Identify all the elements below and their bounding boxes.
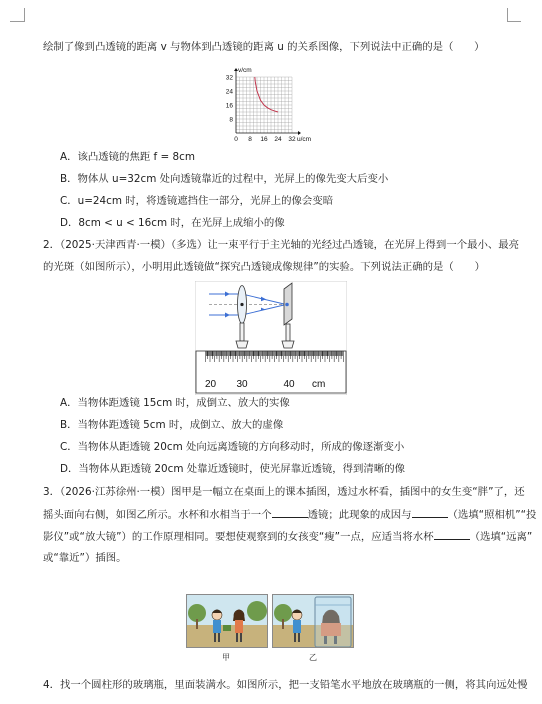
- q4-line1: 4．找一个圆柱形的玻璃瓶，里面装满水。如图所示，把一支铅笔水平地放在玻璃瓶的一侧，将其向远处慢: [43, 679, 528, 691]
- q3-caption-jia: 甲: [222, 653, 230, 662]
- q2-lens-bench-figure: [195, 281, 347, 395]
- q3-line4: 或“靠近”）插图。: [43, 552, 127, 564]
- q1-option-d: D．8cm < u < 16cm 时，在光屏上成缩小的像: [60, 217, 285, 229]
- x-tick-label: 16: [260, 136, 268, 143]
- q3-caption-yi: 乙: [309, 653, 317, 662]
- y-tick-label: 8: [229, 116, 233, 124]
- x-tick-label: 0: [234, 136, 238, 143]
- q3-picture-jia: [186, 594, 268, 648]
- q3-picture-yi: [272, 594, 354, 648]
- q1-uv-graph: [218, 58, 328, 144]
- q3-line3-part2: （选填“远离”: [469, 531, 533, 543]
- x-tick-label: 8: [248, 136, 252, 143]
- x-axis-label: u/cm: [296, 136, 312, 143]
- q3-line3: [43, 530, 532, 544]
- corner-mark-top-right-h: [507, 21, 521, 22]
- q2-option-c: C．当物体从距透镜 20cm 处向远离透镜的方向移动时，所成的像逐渐变小: [60, 441, 405, 453]
- q1-option-b: B．物体从 u=32cm 处向透镜靠近的过程中，光屏上的像先变大后变小: [60, 173, 389, 185]
- q1-option-c: C．u=24cm 时，将透镜遮挡住一部分，光屏上的像会变暗: [60, 195, 334, 207]
- corner-mark-top-right-v: [507, 8, 508, 22]
- ruler-label-30: 30: [236, 379, 248, 390]
- x-tick-label: 24: [274, 136, 282, 143]
- q3-line2-part3: （选填“照相机”“投: [447, 509, 537, 521]
- water-glass: [315, 597, 351, 647]
- q3-line3-part1: 影仪”或“放大镜”）的工作原理相同。要想使观察到的女孩变“瘦”一点，应适当将水杯: [43, 531, 434, 543]
- q3-line2-part1: 摇头面向右侧，如图乙所示。水杯和水相当于一个: [43, 509, 272, 521]
- q2-stem-line1: 2．（2025·天津西青·一模）（多选）让一束平行于主光轴的光经过凸透镜，在光屏上得到一个最小、最亮: [43, 239, 520, 251]
- q1-stem: 绘制了像到凸透镜的距离 v 与物体到凸透镜的距离 u 的关系图像，下列说法中正确的是（ ）: [43, 41, 485, 53]
- corner-mark-top-left-v: [24, 8, 25, 22]
- ruler-label-40: 40: [283, 379, 295, 390]
- ruler-label-20: 20: [205, 379, 217, 390]
- q3-blank-2: [412, 508, 448, 518]
- q3-line2-part2: 透镜；此现象的成因与: [307, 509, 412, 521]
- x-axis-arrow: [298, 131, 301, 135]
- y-tick-label: 16: [225, 102, 233, 110]
- q3-blank-1: [272, 508, 308, 518]
- y-tick-label: 32: [225, 74, 233, 82]
- corner-mark-top-left-h: [10, 21, 24, 22]
- q3-blank-3: [434, 530, 470, 540]
- q2-option-d: D．当物体从距透镜 20cm 处靠近透镜时，使光屏靠近透镜，得到清晰的像: [60, 463, 405, 475]
- q2-option-a: A．当物体距透镜 15cm 时，成倒立、放大的实像: [60, 397, 290, 409]
- q3-line1: 3．（2026·江苏徐州·一模）图甲是一幅立在桌面上的课本插图，透过水杯看，插图中的女生变“胖”了，还: [43, 486, 525, 498]
- y-axis-label: v/cm: [238, 67, 252, 74]
- x-tick-label: 32: [288, 136, 296, 143]
- q2-stem-line2: 的光斑（如图所示），小明用此透镜做“探究凸透镜成像规律”的实验。下列说法正确的是（ ）: [43, 261, 485, 273]
- y-tick-label: 24: [225, 88, 233, 96]
- q1-option-a: A．该凸透镜的焦距 f = 8cm: [60, 151, 195, 163]
- ruler-unit: cm: [312, 379, 326, 390]
- q3-line2: [43, 508, 536, 522]
- q2-option-b: B．当物体距透镜 5cm 时，成倒立、放大的虚像: [60, 419, 284, 431]
